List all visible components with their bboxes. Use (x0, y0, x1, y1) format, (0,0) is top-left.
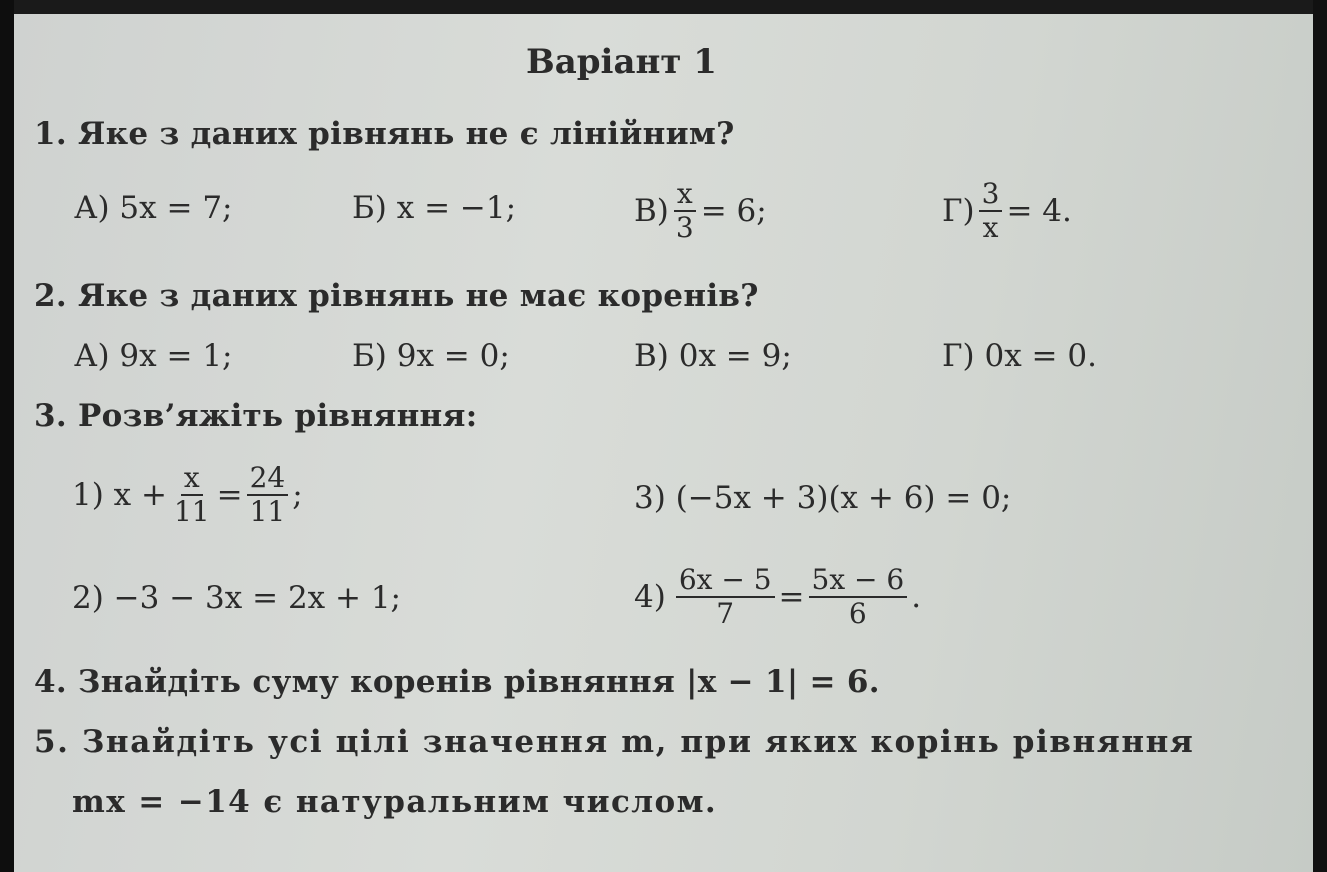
q3-equation-1 (72, 461, 303, 528)
q1-option-v (634, 177, 767, 244)
worksheet-page (14, 14, 1313, 872)
question-1: 1. Яке з даних рівнянь не є лінійним? (34, 116, 735, 152)
q1-option-g-rest: = 4. (1006, 193, 1072, 229)
fraction-denominator: 11 (173, 495, 210, 528)
fraction-denominator: 11 (249, 495, 286, 528)
q3-equation-4 (634, 563, 922, 630)
question-3: 3. Розв’яжіть рівняння: (34, 398, 478, 434)
equation-prefix: 4) (634, 579, 666, 615)
q1-option-g-fraction (979, 177, 1003, 244)
equals-sign: = (778, 579, 805, 615)
equation-end: ; (292, 477, 303, 513)
q1-option-b: Б) x = −1; (352, 190, 517, 226)
fraction-numerator: 24 (247, 464, 289, 496)
equals-sign: = (216, 477, 243, 513)
question-5-line-1: 5. Знайдіть усі цілі значення m, при яких корінь рівняння (34, 724, 1195, 760)
equation-prefix: 1) x + (72, 477, 167, 513)
fraction-denominator: 7 (716, 597, 735, 630)
equation-end: . (911, 579, 922, 615)
equation-fraction-right (247, 461, 289, 528)
equation-fraction-left (171, 461, 213, 528)
q1-option-v-rest: = 6; (700, 193, 767, 229)
fraction-denominator: 6 (848, 597, 867, 630)
fraction-denominator: 3 (675, 211, 694, 244)
equation-fraction-right (809, 563, 908, 630)
fraction-numerator: x (181, 464, 203, 496)
fraction-numerator: 6x − 5 (676, 566, 775, 598)
fraction-numerator: x (674, 180, 696, 212)
page-title: Варіант 1 (526, 42, 717, 82)
q1-option-v-label: В) (634, 193, 669, 229)
q3-equation-3: 3) (−5x + 3)(x + 6) = 0; (634, 480, 1012, 516)
fraction-denominator: x (982, 211, 999, 244)
equation-fraction-left (676, 563, 775, 630)
q1-option-g (942, 177, 1072, 244)
q2-option-v: В) 0x = 9; (634, 338, 792, 374)
q1-option-a: А) 5x = 7; (74, 190, 233, 226)
photo-edge-left (0, 0, 14, 872)
photo-edge-right (1313, 0, 1327, 872)
fraction-numerator: 3 (979, 180, 1003, 212)
q2-option-a: А) 9x = 1; (74, 338, 233, 374)
q3-equation-2: 2) −3 − 3x = 2x + 1; (72, 580, 401, 616)
fraction-numerator: 5x − 6 (809, 566, 908, 598)
question-2: 2. Яке з даних рівнянь не має коренів? (34, 278, 759, 314)
question-4: 4. Знайдіть суму коренів рівняння |x − 1| = 6. (34, 664, 880, 700)
q1-option-g-label: Г) (942, 193, 975, 229)
question-5-line-2: mx = −14 є натуральним числом. (72, 784, 718, 820)
q2-option-g: Г) 0x = 0. (942, 338, 1097, 374)
q2-option-b: Б) 9x = 0; (352, 338, 510, 374)
q1-option-v-fraction (673, 177, 697, 244)
